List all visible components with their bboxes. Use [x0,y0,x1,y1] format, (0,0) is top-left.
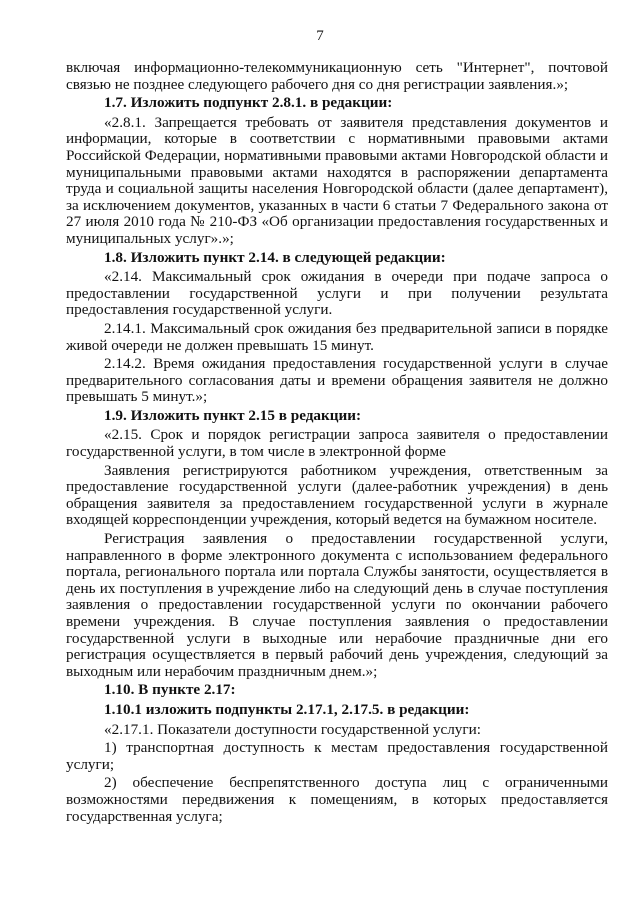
paragraph: 2) обеспечение беспрепятственного доступа лиц с ограниченными возможностями передвижения к помещениям, в которых предоставляется государственная услуга; [66,774,608,825]
paragraph: «2.17.1. Показатели доступности государственной услуги: [104,720,481,738]
document-body [66,60,608,827]
paragraph: включая информационно-телекоммуникационную сеть "Интернет", почтовой связью не позднее следующего рабочего дня со дня регистрации заявления.»; [66,59,608,93]
section-heading: 1.9. Изложить пункт 2.15 в редакции: [104,406,362,424]
page-number: 7 [316,28,324,44]
paragraph: «2.14. Максимальный срок ожидания в очереди при подаче запроса о предоставлении государственной услуги и при получении результата предоставления государственной услуги. [66,268,608,319]
paragraph: 1) транспортная доступность к местам предоставления государственной услуги; [66,739,608,773]
paragraph: «2.15. Срок и порядок регистрации запроса заявителя о предоставлении государственной услуги, в том числе в электронной форме [66,426,608,461]
section-heading: 1.7. Изложить подпункт 2.8.1. в редакции: [104,94,393,112]
paragraph: 2.14.1. Максимальный срок ожидания без предварительной записи в порядке живой очереди не должен превышать 15 минут. [66,319,608,354]
section-heading: 1.10. В пункте 2.17: [104,681,236,699]
paragraph: «2.8.1. Запрещается требовать от заявителя представления документов и информации, которые в соответствии с нормативными правовыми актами Российской Федерации, нормативными правовыми актами Новгородской области и муниципальными правовыми актами находятся в распоряжении департамента труда и социальной защиты населения Новгородской области (далее департамент), за исключением документов, указанных в части 6 статьи 7 Федерального закона от 27 июля 2010 года № 210-ФЗ «Об организации предоставления государственных и муниципальных услуг».»; [66,113,608,247]
paragraph: Регистрация заявления о предоставлении государственной услуги, направленного в форме электронного документа с использованием федерального портала, регионального портала или портала Службы занятости, осуществляется в день их поступления в учреждение либо на следующий день в случае поступления заявления о предоставлении государственной услуги по окончании рабочего времени учреждения. В случае поступления заявления о предоставлении государственной услуги в выходные или нерабочие праздничные дни его регистрация осуществляется в первый рабочий день учреждения, следующий за выходным или нерабочим праздничным днем.»; [66,530,608,680]
section-heading: 1.8. Изложить пункт 2.14. в следующей редакции: [104,248,446,266]
section-heading: 1.10.1 изложить подпункты 2.17.1, 2.17.5. в редакции: [104,700,470,718]
paragraph: Заявления регистрируются работником учреждения, ответственным за предоставление государственной услуги (далее-работник учреждения) в день обращения заявителя за предоставлением государственной услуги в журнале входящей корреспонденции учреждения, который ведется на бумажном носителе. [66,461,608,529]
paragraph: 2.14.2. Время ожидания предоставления государственной услуги в случае предварительного согласования даты и времени обращения заявителя не должно превышать 5 минут.»; [66,355,608,406]
